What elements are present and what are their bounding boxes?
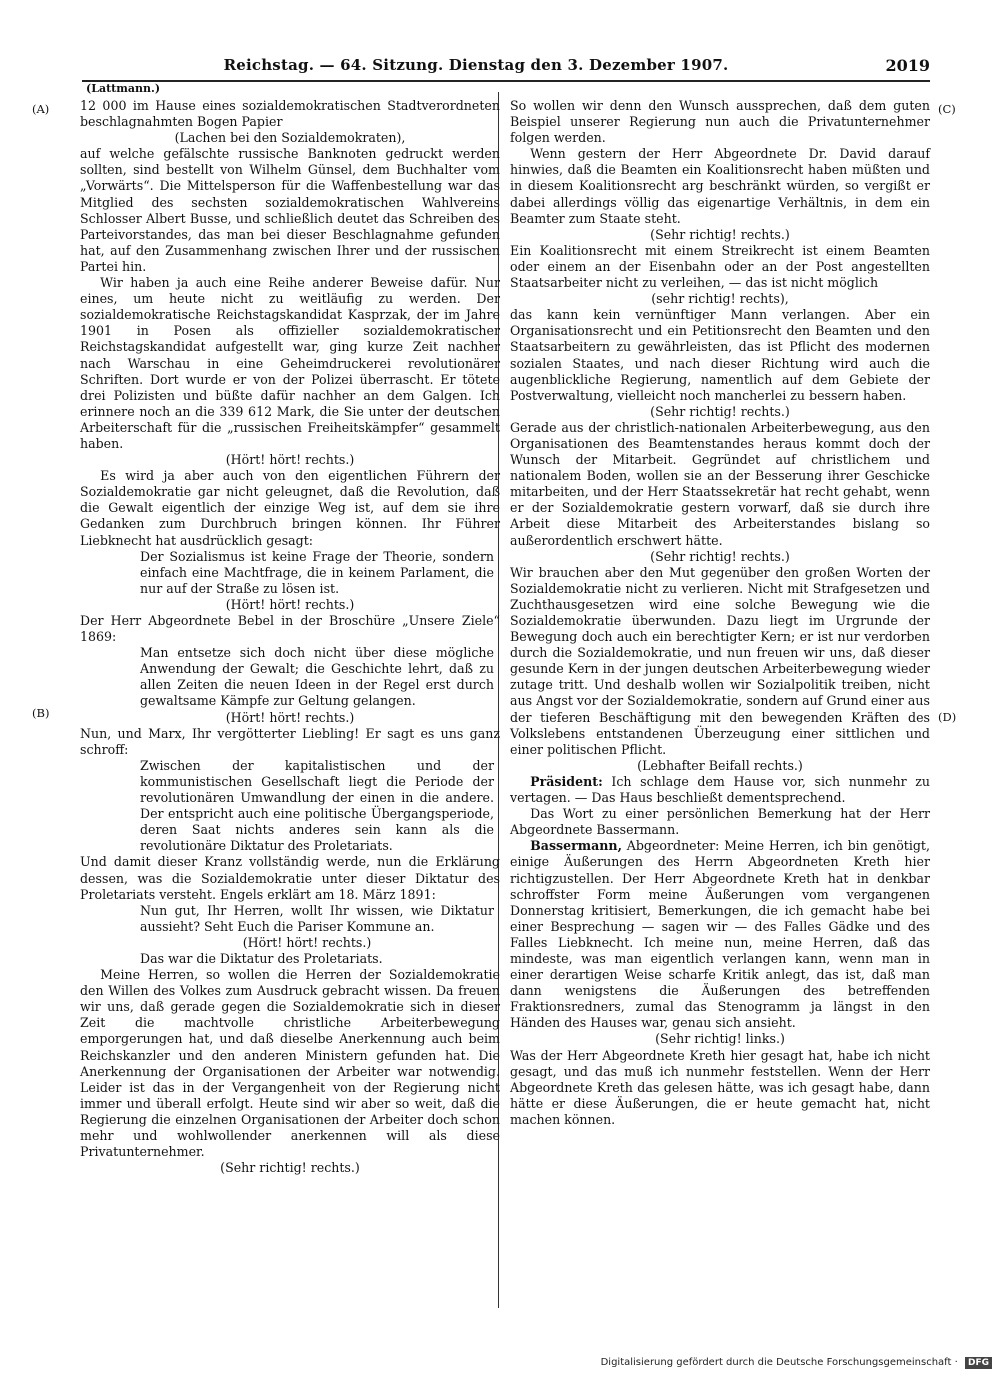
paragraph: Der Herr Abgeordnete Bebel in der Broschüre „Unsere Ziele“ 1869: [80,613,500,645]
speaker-name: Präsident: [530,773,603,789]
interjection: (Sehr richtig! rechts.) [220,1160,360,1176]
right-column [510,98,930,1128]
quotation: Der Sozialismus ist keine Frage der Theorie, sondern einfach eine Machtfrage, die in keinem Parlament, die nur auf der Straße zu lösen ist. [140,548,494,596]
speaker-name: Bassermann, [530,838,622,854]
page-number: 2019 [885,56,930,75]
margin-marker-c: (C) [938,102,956,116]
margin-marker-d: (D) [938,710,957,724]
speaker-paragraph [510,838,930,1031]
speaker-continuation: (Lattmann.) [86,82,161,95]
interjection: (Hört! hört! rechts.) [242,934,372,950]
quotation: Das war die Diktatur des Proletariats. [140,950,383,966]
paragraph: Nun, und Marx, Ihr vergötterter Liebling! Er sagt es uns ganz schroff: [80,725,500,757]
paragraph: Und damit dieser Kranz vollständig werde, nun die Erklärung dessen, was die Sozialdemokratie unter dieser Diktatur des Proletariats versteht. Engels erklärt am 18. März 1891: [80,854,500,902]
quotation: Nun gut, Ihr Herren, wollt Ihr wissen, wie Diktatur aussieht? Seht Euch die Pariser Kommune an. [140,902,494,934]
dfg-logo: DFG [965,1357,992,1369]
speech-text: Abgeordneter: Meine Herren, ich bin genötigt, einige Äußerungen des Herrn Abgeordneten Kreth hier richtigzustellen. Der Herr Abgeordnete Kreth hat in denkbar schroffster Form meine Äußerungen vom vergangenen Donnerstag kritisiert, Bemerkungen, die ich gemacht habe bei einer Besprechung — sagen wir — des Falles Gädke und des Falles Liebknecht. Ich meine nun, meine Herren, daß das mindeste, was man eigentlich verlangen kann, wenn man in einer derartigen Weise scharfe Kritik anlegt, das ist, daß man dann wenigstens die Äußerungen des betreffenden Fraktionsredners, zumal das Stenogramm ja längst in den Händen des Hauses war, genau sich ansieht. [510,838,930,1031]
paragraph: Das Wort zu einer persönlichen Bemerkung hat der Herr Abgeordnete Bassermann. [510,806,930,838]
interjection: (Hört! hört! rechts.) [225,709,355,725]
margin-marker-b: (B) [32,706,50,720]
quotation: Man entsetze sich doch nicht über diese mögliche Anwendung der Gewalt; die Geschichte lehrt, daß zu allen Zeiten die neuen Ideen in der Regel erst durch gewaltsame Kämpfe zur Geltung gelangen. [140,645,494,709]
left-column [80,98,500,1176]
interjection: (Hört! hört! rechts.) [225,596,355,612]
paragraph: Was der Herr Abgeordnete Kreth hier gesagt hat, habe ich nicht gesagt, und das muß ich nunmehr feststellen. Wenn der Herr Abgeordnete Kreth das gelesen hätte, was ich gesagt habe, dann hätte er diese Äußerungen, die er heute gemacht hat, nicht machen können. [510,1047,930,1127]
paragraph: Wir brauchen aber den Mut gegenüber den großen Worten der Sozialdemokratie nicht zu verlieren. Nicht mit Strafgesetzen und Zuchthausgesetzen wird eine solche Bewegung wie die Sozialdemokratie überwunden. Dazu liegt im Urgrunde der Bewegung doch auch ein berechtigter Kern; er ist nur verdorben durch die Sozialdemokratie, und nun freuen wir uns, daß dieser gesunde Kern in der jungen deutschen Arbeiterbewegung wieder zutage tritt. Und deshalb wollen wir Sozialpolitik treiben, nicht aus Angst vor der Sozialdemokratie, sondern auf Grund einer aus der tieferen Beschäftigung mit den bewegenden Kräften des Volkslebens entstandenen Überzeugung einer sittlichen und einer politischen Pflicht. [510,564,930,757]
speaker-paragraph [510,774,930,806]
interjection: (Sehr richtig! rechts.) [650,226,790,242]
interjection: (sehr richtig! rechts), [651,291,789,307]
paragraph: Gerade aus der christlich-nationalen Arbeiterbewegung, aus den Organisationen des Beamtenstandes heraus kommt doch der Wunsch der Mitarbeit. Gegründet auf christlichem und nationalem Boden, wollen sie an der Besserung ihrer Geschicke mitarbeiten, und der Herr Staatssekretär hat recht gehabt, wenn er der Sozialdemokratie gestern vorwarf, daß sie durch ihre Arbeit diese Mitarbeit des Arbeiterstandes bislang so außerordentlich erschwert hätte. [510,419,930,548]
footer-credit [601,1357,992,1369]
interjection: (Hört! hört! rechts.) [225,452,355,468]
paragraph: Wenn gestern der Herr Abgeordnete Dr. David darauf hinwies, daß die Beamten ein Koalitionsrecht haben müßten und in diesem Koalitionsrecht arg beschränkt würden, so vergißt er dabei allerdings völlig das eigenartige Verhältnis, in dem ein Beamter zum Staate steht. [510,146,930,226]
paragraph: Wir haben ja auch eine Reihe anderer Beweise dafür. Nur eines, um heute nicht zu weitläufig zu werden. Der sozialdemokratische Reichstagskandidat Kasprzak, der im Jahre 1901 in Posen als offizieller sozialdemokratischer Reichstagskandidat aufgestellt war, ging kurze Zeit nachher nach Warschau in eine Geheimdruckerei revolutionärer Schriften. Dort wurde er von der Polizei überrascht. Er tötete drei Polizisten und büßte dafür nachher an dem Galgen. Ich erinnere noch an die 339 612 Mark, die Sie unter der deutschen Arbeiterschaft für die „russischen Freiheitskämpfer“ gesammelt haben. [80,275,500,451]
paragraph: So wollen wir denn den Wunsch aussprechen, daß dem guten Beispiel unserer Regierung nun auch die Privatunternehmer folgen werden. [510,98,930,146]
paragraph: das kann kein vernünftiger Mann verlangen. Aber ein Organisationsrecht und ein Petitionsrecht den Beamten und den Staatsarbeitern zu gewährleisten, das ist Pflicht des modernen sozialen Staates, und nach dieser Richtung wird auch die augenblickliche Regierung, namentlich auf dem Gebiete der Postverwaltung, vielleicht noch mancherlei zu bessern haben. [510,307,930,403]
running-title: Reichstag. — 64. Sitzung. Dienstag den 3. Dezember 1907. [223,56,729,74]
paragraph: Ein Koalitionsrecht mit einem Streikrecht ist einem Beamten oder einem an der Eisenbahn oder an der Post angestellten Staatsarbeiter nicht zu verleihen, — das ist nicht möglich [510,242,930,291]
paragraph: Es wird ja aber auch von den eigentlichen Führern der Sozialdemokratie gar nicht geleugnet, daß die Revolution, daß die Gewalt eigentlich der einzige Weg ist, auf dem sie ihre Gedanken zum Durchbruch bringen können. Ihr Führer Liebknecht hat ausdrücklich gesagt: [80,468,500,548]
paragraph: auf welche gefälschte russische Banknoten gedruckt werden sollten, sind bestellt von Wilhelm Günsel, dem Buchhalter vom „Vorwärts“. Die Mittelsperson für die Waffenbestellung war das Mitglied des sechsten sozialdemokratischen Wahlvereins Schlosser Albert Busse, und schließlich deutet das Schreiben des Parteivorstandes, das man bei dieser Beschlagnahme gefunden hat, auf den Zusammenhang zwischen Ihrer und der russischen Partei hin. [80,146,500,274]
interjection: (Sehr richtig! rechts.) [650,403,790,419]
paragraph: 12 000 im Hause eines sozialdemokratischen Stadtverordneten beschlagnahmten Bogen Papier [80,98,500,130]
margin-marker-a: (A) [32,102,50,116]
interjection: (Sehr richtig! rechts.) [650,548,790,564]
interjection: (Lachen bei den Sozialdemokraten), [174,130,406,146]
page-header [82,54,930,82]
footer-text: Digitalisierung gefördert durch die Deutsche Forschungsgemeinschaft · [600,1357,958,1368]
interjection: (Lebhafter Beifall rechts.) [637,757,803,773]
speech-text: Ich schlage dem Hause vor, sich nunmehr zu vertagen. — Das Haus beschließt dementsprechend. [510,773,930,806]
quotation: Zwischen der kapitalistischen und der kommunistischen Gesellschaft liegt die Periode der revolutionären Umwandlung der einen in die andere. Der entspricht auch eine politische Übergangsperiode, deren Saat nichts anderes sein kann als die revolutionäre Diktatur des Proletariats. [140,757,494,854]
interjection: (Sehr richtig! links.) [655,1031,785,1047]
paragraph: Meine Herren, so wollen die Herren der Sozialdemokratie den Willen des Volkes zum Ausdruck gebracht wissen. Da freuen wir uns, daß gerade gegen die Sozialdemokratie sich in dieser Zeit die machtvolle christliche Arbeiterbewegung emporgerungen hat, und daß dieselbe Anerkennung auch beim Reichskanzler und den anderen Ministern gefunden hat. Die Anerkennung der Organisationen der Arbeiter war notwendig. Leider ist das in der Vergangenheit von der Regierung nicht immer und überall erfolgt. Heute sind wir aber so weit, daß die Regierung die einzelnen Organisationen der Arbeiter doch schon mehr und wohlwollender anerkennen will als diese Privatunternehmer. [80,967,500,1160]
